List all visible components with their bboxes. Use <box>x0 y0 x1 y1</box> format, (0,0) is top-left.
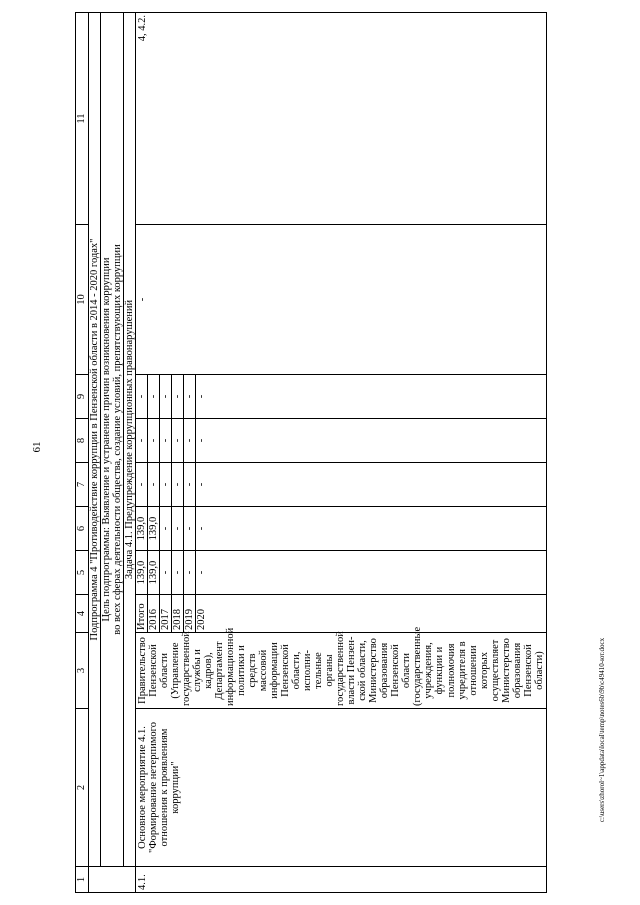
goal-line-2: во всех сферах деятельности общества, создание условий, препятствующих коррупции <box>112 244 124 635</box>
value-cell: - <box>196 570 208 575</box>
value-cell: - <box>196 438 208 443</box>
col-number-cell: 9 <box>76 375 89 419</box>
value-cell: - <box>196 394 208 399</box>
value-cell: - <box>184 419 196 462</box>
year-cell: 2016 <box>148 595 160 632</box>
value-cell: 139,0 <box>148 507 160 550</box>
value-cell: - <box>136 463 148 506</box>
value-cell: - <box>160 375 172 418</box>
activity-row <box>136 13 547 893</box>
rotated-page-content <box>75 0 640 905</box>
task-row <box>124 13 136 893</box>
value-cell: 139,0 <box>136 507 148 550</box>
col-number-cell: 4 <box>76 595 89 633</box>
col-number-cell: 6 <box>76 507 89 551</box>
program-table <box>75 12 547 893</box>
value-cell: - <box>136 375 148 418</box>
column-number-row <box>76 13 89 893</box>
value-cell: - <box>184 551 196 594</box>
col-number-cell: 11 <box>76 13 89 225</box>
col-number-cell: 3 <box>76 633 89 709</box>
reference-cell: 4, 4.2. <box>136 13 547 225</box>
value-cell: - <box>160 551 172 594</box>
executor-text: Правительство Пензенской области (Управление государственной службы и кадров), Департамент информационной политики и средств массовой информации Пензенской области, исполни-тельные органы государственной власти Пензен-ской области, Министерство образования Пензенской области (государственные учреждения, функции и полномочия учредителя в отношении которых осуществляет Министерство образования Пензенской области) <box>136 633 547 709</box>
year-cell: 2018 <box>172 595 184 632</box>
activity-name: Основное мероприятие 4.1. "Формирование нетерпимого отношения к проявлениям коррупции" <box>136 709 547 867</box>
footer-file-path: c:\users\zhorol~1\appdata\local\temp\notes6b\9b\c49410-ют.docx <box>598 637 606 823</box>
subprogram-row <box>89 13 101 893</box>
page-number: 61 <box>31 441 43 453</box>
value-cell: - <box>172 507 184 550</box>
year-cell: 2020 <box>196 609 208 630</box>
value-cell: - <box>148 463 160 506</box>
row-number: 4.1. <box>136 867 547 893</box>
col-number-cell: 8 <box>76 419 89 463</box>
task-title: Задача 4.1. Предупреждение коррупционных правонарушений <box>124 13 136 867</box>
value-cell: - <box>184 463 196 506</box>
goal-line-1: Цель подпрограммы: Выявление и устранение причин возникновения коррупции <box>101 257 113 622</box>
col-number-cell: 2 <box>76 709 89 867</box>
col-number-cell: 1 <box>76 867 89 893</box>
col-number-cell: 7 <box>76 463 89 507</box>
goal-row <box>101 13 124 893</box>
value-cell: - <box>172 551 184 594</box>
value-cell: - <box>172 375 184 418</box>
subprogram-title: Подпрограмма 4 "Противодействие коррупции в Пензенской области в 2014 - 2020 годах" <box>89 13 101 867</box>
value-cell: 139,0 <box>148 551 160 594</box>
value-cell: - <box>160 507 172 550</box>
value-cell: 139,0 <box>136 551 148 594</box>
year-cell: 2019 <box>184 595 196 632</box>
value-cell: - <box>172 419 184 462</box>
col-number-cell: 10 <box>76 225 89 375</box>
value-cell: - <box>184 375 196 418</box>
year-cell: Итого <box>136 595 148 632</box>
value-cell: - <box>160 463 172 506</box>
value-cell: - <box>196 526 208 531</box>
indicator-cell: - <box>136 225 547 375</box>
col-number-cell: 5 <box>76 551 89 595</box>
value-cell: - <box>136 419 148 462</box>
value-cell: - <box>196 482 208 487</box>
value-cell: - <box>172 463 184 506</box>
value-cell: - <box>148 419 160 462</box>
value-cell: - <box>184 507 196 550</box>
value-cell: - <box>160 419 172 462</box>
value-cell: - <box>148 375 160 418</box>
year-cell: 2017 <box>160 595 172 632</box>
